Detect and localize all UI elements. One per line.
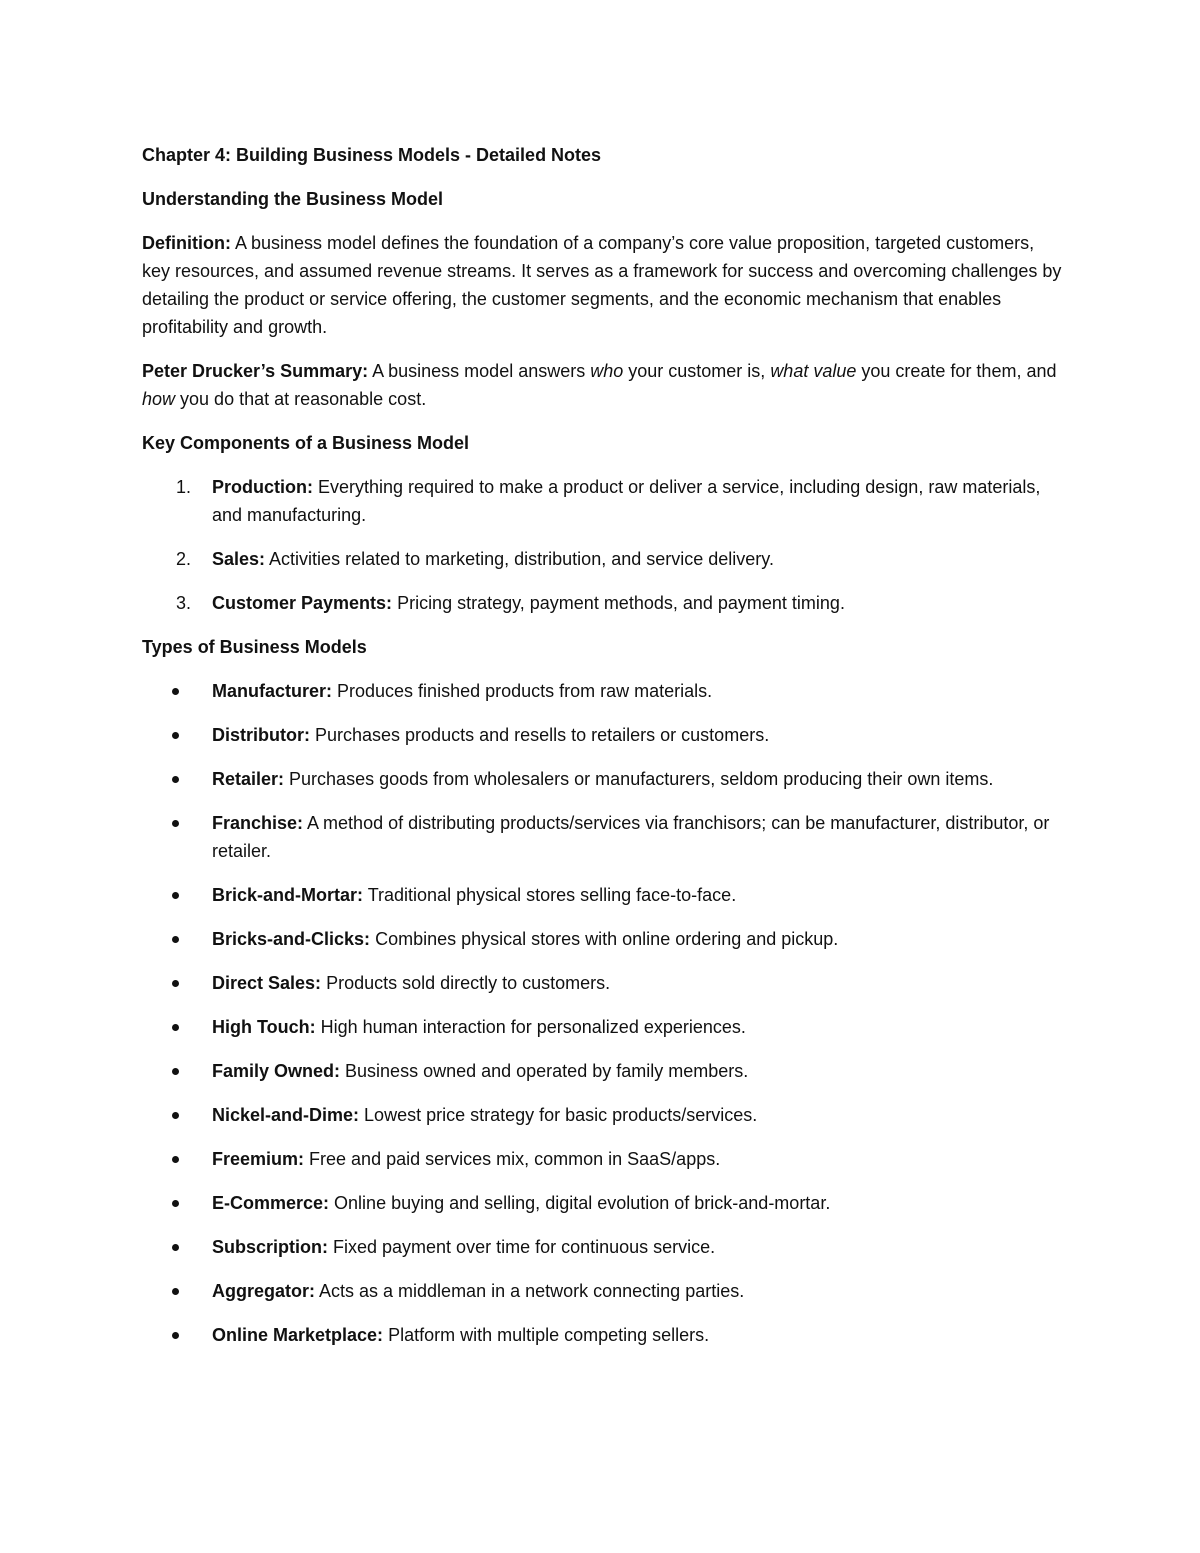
item-text: Purchases products and resells to retailers or customers.: [310, 725, 770, 745]
drucker-what-value: what value: [770, 361, 857, 381]
item-label: Production:: [212, 477, 313, 497]
item-text: Traditional physical stores selling face-to-face.: [363, 885, 737, 905]
list-item: [142, 969, 1067, 997]
list-item: [142, 809, 1067, 865]
definition-label: Definition:: [142, 233, 231, 253]
section-heading-components: Key Components of a Business Model: [142, 433, 470, 453]
bullet-icon: [172, 1112, 179, 1119]
item-text: Online buying and selling, digital evolution of brick-and-mortar.: [329, 1193, 831, 1213]
components-list: [142, 473, 1067, 617]
item-text: Fixed payment over time for continuous service.: [328, 1237, 716, 1257]
item-label: Customer Payments:: [212, 593, 393, 613]
drucker-text-2: your customer is,: [623, 361, 771, 381]
list-item: [142, 1321, 1067, 1349]
list-item: [142, 765, 1067, 793]
list-item: [142, 721, 1067, 749]
item-label: Nickel-and-Dime:: [212, 1105, 360, 1125]
bullet-icon: [172, 732, 179, 739]
item-text: Everything required to make a product or deliver a service, including design, raw materials, and manufacturing.: [212, 477, 1041, 525]
list-item: [142, 589, 1067, 617]
list-item: [142, 1189, 1067, 1217]
item-text: A method of distributing products/services via franchisors; can be manufacturer, distributor, or retailer.: [212, 813, 1050, 861]
drucker-label: Peter Drucker’s Summary:: [142, 361, 369, 381]
bullet-icon: [172, 776, 179, 783]
item-label: Manufacturer:: [212, 681, 333, 701]
list-number: 2.: [176, 549, 192, 569]
drucker-text-4: you do that at reasonable cost.: [175, 389, 427, 409]
document-page: [142, 141, 1067, 1365]
list-item: [142, 1013, 1067, 1041]
list-number: 3.: [176, 593, 192, 613]
item-text: Acts as a middleman in a network connecting parties.: [315, 1281, 745, 1301]
item-label: Subscription:: [212, 1237, 328, 1257]
item-label: Franchise:: [212, 813, 304, 833]
section-heading-understanding: Understanding the Business Model: [142, 189, 444, 209]
section-heading-types: Types of Business Models: [142, 637, 367, 657]
bullet-icon: [172, 1288, 179, 1295]
drucker-text-1: A business model answers: [368, 361, 591, 381]
list-item: [142, 545, 1067, 573]
drucker-who: who: [590, 361, 624, 381]
item-label: Direct Sales:: [212, 973, 322, 993]
definition-paragraph: [142, 229, 1067, 341]
item-label: Brick-and-Mortar:: [212, 885, 364, 905]
item-text: Free and paid services mix, common in SaaS/apps.: [304, 1149, 721, 1169]
list-item: [142, 1277, 1067, 1305]
bullet-icon: [172, 980, 179, 987]
types-list: [142, 677, 1067, 1349]
item-label: Family Owned:: [212, 1061, 341, 1081]
item-label: Distributor:: [212, 725, 310, 745]
document-title: Chapter 4: Building Business Models - Detailed Notes: [142, 145, 602, 165]
item-text: Lowest price strategy for basic products/services.: [359, 1105, 758, 1125]
bullet-icon: [172, 820, 179, 827]
bullet-icon: [172, 1244, 179, 1251]
bullet-icon: [172, 892, 179, 899]
item-label: Freemium:: [212, 1149, 305, 1169]
bullet-icon: [172, 688, 179, 695]
list-item: [142, 1101, 1067, 1129]
item-text: High human interaction for personalized experiences.: [315, 1017, 746, 1037]
item-label: Retailer:: [212, 769, 285, 789]
definition-text: A business model defines the foundation of a company’s core value proposition, targeted customers, key resources, and assumed revenue streams. It serves as a framework for success and overcoming challenges by detailing the product or service offering, the customer segments, and the economic mechanism that enables profitability and growth.: [142, 233, 1062, 337]
item-text: Platform with multiple competing sellers.: [383, 1325, 710, 1345]
item-label: Aggregator:: [212, 1281, 315, 1301]
list-item: [142, 881, 1067, 909]
item-text: Combines physical stores with online ordering and pickup.: [370, 929, 839, 949]
item-label: Sales:: [212, 549, 266, 569]
bullet-icon: [172, 1332, 179, 1339]
drucker-paragraph: [142, 357, 1067, 413]
item-label: Bricks-and-Clicks:: [212, 929, 371, 949]
drucker-text-3: you create for them, and: [856, 361, 1057, 381]
bullet-icon: [172, 1200, 179, 1207]
bullet-icon: [172, 1156, 179, 1163]
item-text: Purchases goods from wholesalers or manufacturers, seldom producing their own items.: [284, 769, 994, 789]
list-item: [142, 677, 1067, 705]
list-number: 1.: [176, 477, 192, 497]
list-item: [142, 473, 1067, 529]
item-label: High Touch:: [212, 1017, 316, 1037]
list-item: [142, 1233, 1067, 1261]
item-text: Products sold directly to customers.: [321, 973, 611, 993]
bullet-icon: [172, 1068, 179, 1075]
item-label: E-Commerce:: [212, 1193, 330, 1213]
bullet-icon: [172, 1024, 179, 1031]
list-item: [142, 1057, 1067, 1085]
item-text: Activities related to marketing, distribution, and service delivery.: [265, 549, 774, 569]
bullet-icon: [172, 936, 179, 943]
item-text: Pricing strategy, payment methods, and payment timing.: [392, 593, 845, 613]
drucker-how: how: [142, 389, 176, 409]
list-item: [142, 1145, 1067, 1173]
item-text: Produces finished products from raw materials.: [332, 681, 713, 701]
item-label: Online Marketplace:: [212, 1325, 384, 1345]
list-item: [142, 925, 1067, 953]
item-text: Business owned and operated by family members.: [340, 1061, 749, 1081]
